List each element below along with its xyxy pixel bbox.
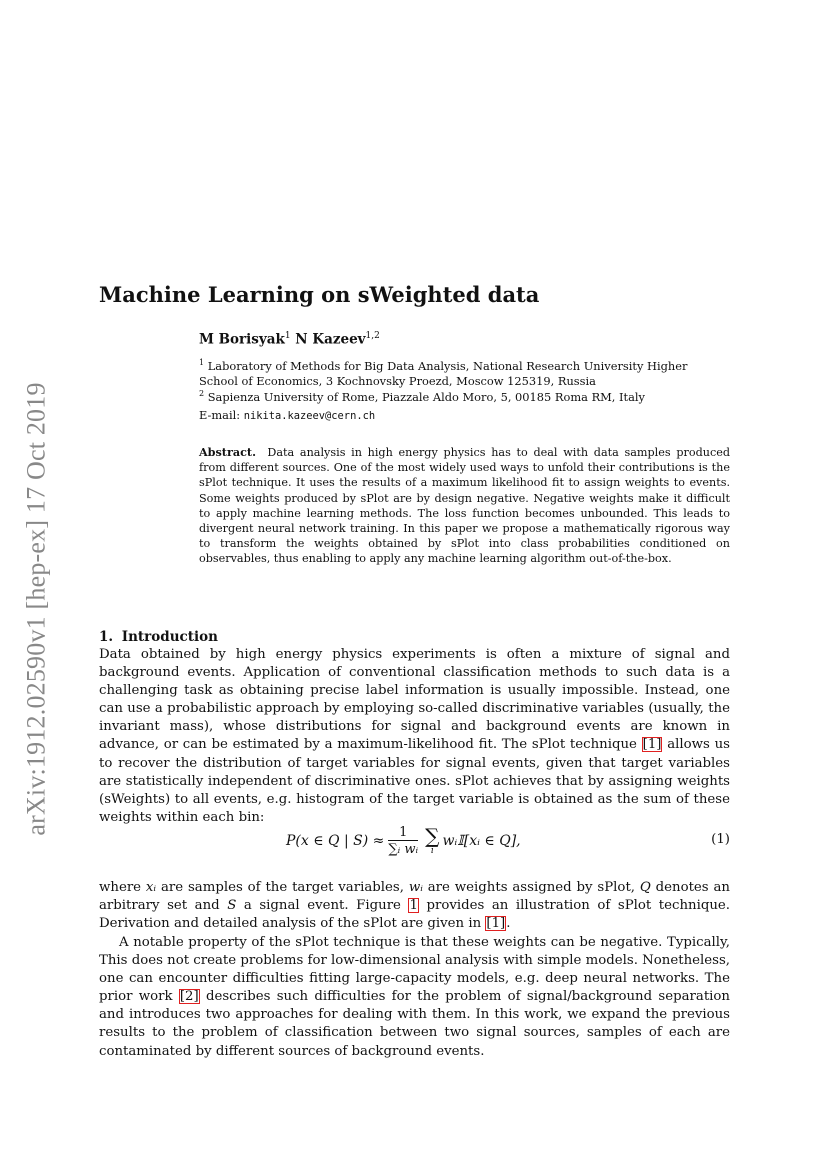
paragraph-text: where [99, 880, 146, 895]
affiliation-1 [199, 355, 729, 389]
fraction-numerator: 1 [399, 825, 408, 840]
summation-symbol [425, 826, 439, 856]
paragraph-text: A notable property of the sPlot technique is that these weights can be negative. Typically, This does not create problems for low-dimensional analysis with simple models. Nonetheless, one can encounter difficulties fitting large-capacity models, e.g. deep neural networks. The prior work [99, 935, 731, 1005]
section-title: Introduction [121, 629, 218, 645]
paragraph-text: denotes an arbitrary set and [99, 880, 730, 914]
author-list [199, 331, 380, 348]
paragraph-text: are weights assigned by sPlot, [422, 880, 640, 895]
email-label: E-mail: [199, 408, 241, 422]
affiliation-mark: 1 [199, 358, 205, 367]
paragraph-text: . [506, 916, 511, 932]
paragraph-text: a signal event. Figure [236, 898, 409, 914]
arxiv-side-identifier [22, 364, 52, 854]
paragraph-text: describes such difficulties for the problem of signal/background separation and introduces two approaches for dealing with them. In this work, we expand the previous results to the problem of classification between two signal sources, samples of each are contaminated by different sources of background events. [99, 989, 730, 1059]
math-variable: S [227, 898, 237, 914]
intro-paragraph-2 [99, 879, 730, 933]
abstract [199, 445, 730, 567]
affiliation-text: Laboratory of Methods for Big Data Analysis, National Research University Higher School of Economics, 3 Kochnovsky Proezd, Moscow 125319, Russia [199, 358, 688, 388]
citation-link[interactable]: [1] [642, 737, 662, 753]
equation-fraction [388, 825, 418, 857]
affiliation-text: Sapienza University of Rome, Piazzale Aldo Moro, 5, 00185 Roma RM, Italy [207, 389, 645, 404]
author-affil-mark: 1,2 [365, 331, 380, 341]
equation-lhs: P(x ∈ Q | S) ≈ [286, 833, 385, 849]
citation-link[interactable]: [2] [179, 989, 199, 1005]
author-name: N Kazeev [295, 331, 366, 348]
paragraph-text: provides an illustration of sPlot technique. Derivation and detailed analysis of the sPlot are given in [99, 898, 730, 932]
paragraph-text: are samples of the target variables, [156, 880, 409, 895]
figure-reference-link[interactable]: 1 [409, 898, 418, 914]
abstract-label: Abstract. [199, 445, 256, 459]
sigma-glyph: ∑ [425, 824, 440, 848]
paragraph-text: Data obtained by high energy physics experiments is often a mixture of signal and background events. Application of conventional classification methods to such data is a challenging task as obtaining precise label information is usually impossible. Instead, one can use a probabilistic approach by employing so-called discriminative variables (usually, the invariant mass), whose distributions for signal and background events are known in advance, or can be estimated by a maximum-likelihood fit. The sPlot technique [99, 647, 730, 753]
fraction-denominator: ∑ᵢ wᵢ [388, 842, 419, 857]
equation-body [286, 818, 521, 864]
section-heading [99, 629, 218, 645]
equation-1 [99, 818, 730, 868]
author-affil-mark: 1 [284, 331, 291, 341]
summation-index: i [430, 846, 434, 856]
arxiv-identifier-text: arXiv:1912.02590v1 [hep-ex] 17 Oct 2019 [22, 382, 52, 836]
equation-rhs: wᵢ𝕀[xᵢ ∈ Q], [442, 833, 521, 849]
equation-number: (1) [711, 832, 730, 847]
abstract-text: Data analysis in high energy physics has to deal with data samples produced from different sources. One of the most widely used ways to unfold their contributions is the sPlot technique. It uses the results of a maximum likelihood fit to assign weights to events. Some weights produced by sPlot are by design negative. Negative weights make it difficult to apply machine learning methods. The loss function becomes unbounded. This leads to divergent neural network training. In this paper we propose a mathematically rigorous way to transform the weights obtained by sPlot into class probabilities conditioned on observables, thus enabling to apply any machine learning algorithm out-of-the-box. [199, 446, 730, 566]
contact-email [199, 408, 375, 422]
intro-paragraph-1 [99, 646, 730, 827]
paper-title: Machine Learning on sWeighted data [99, 282, 540, 307]
paragraph-text: allows us to recover the distribution of target variables for signal events, given that target variables are statistically independent of discriminative ones. sPlot achieves that by assigning weights (sWeights) to all events, e.g. histogram of the target variable is obtained as the sum of these weights within each bin: [99, 737, 730, 825]
author-name: M Borisyak [199, 331, 285, 348]
intro-paragraph-3 [99, 934, 730, 1061]
math-variable: Q [639, 880, 651, 895]
section-number: 1. [99, 629, 114, 645]
math-variable: wᵢ [408, 880, 423, 895]
email-address: nikita.kazeev@cern.ch [243, 410, 376, 422]
affiliation-mark: 2 [199, 389, 205, 398]
affiliation-2 [199, 386, 729, 405]
citation-link[interactable]: [1] [486, 916, 506, 932]
math-variable: xᵢ [145, 880, 157, 895]
